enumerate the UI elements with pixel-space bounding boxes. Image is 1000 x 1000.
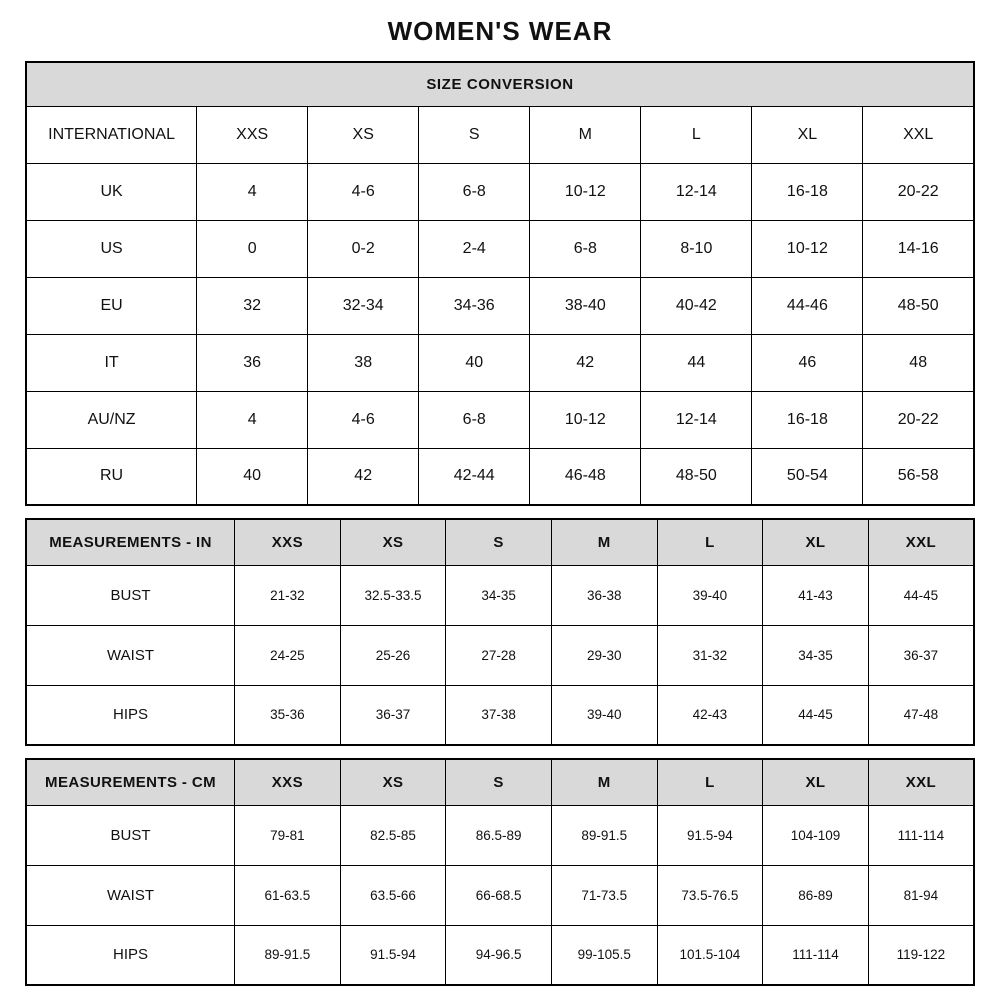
table-cell: 91.5-94 <box>657 805 763 865</box>
table-row <box>26 391 974 448</box>
row-label: HIPS <box>26 685 235 745</box>
row-label: BUST <box>26 805 235 865</box>
table-cell: 36-38 <box>551 565 657 625</box>
table-cell: 36-37 <box>868 625 974 685</box>
table-cell: 6-8 <box>530 220 641 277</box>
table-cell: 35-36 <box>235 685 341 745</box>
column-header: XL <box>763 759 869 805</box>
table-row <box>26 220 974 277</box>
table-cell: 4-6 <box>308 391 419 448</box>
table-cell: 38-40 <box>530 277 641 334</box>
table-cell: 91.5-94 <box>340 925 446 985</box>
table-cell: 25-26 <box>340 625 446 685</box>
table-cell: 46-48 <box>530 448 641 505</box>
table-cell: 48-50 <box>863 277 974 334</box>
table-row <box>26 625 974 685</box>
table-cell: 12-14 <box>641 163 752 220</box>
table-cell: 44-45 <box>868 565 974 625</box>
column-header: XXL <box>868 519 974 565</box>
table-row <box>26 685 974 745</box>
table-cell: 79-81 <box>235 805 341 865</box>
column-header: L <box>641 106 752 163</box>
column-header: XL <box>752 106 863 163</box>
table-row <box>26 519 974 565</box>
table-row <box>26 865 974 925</box>
table-cell: 39-40 <box>657 565 763 625</box>
table-cell: 39-40 <box>551 685 657 745</box>
table-cell: 4 <box>197 163 308 220</box>
table-cell: 50-54 <box>752 448 863 505</box>
table-cell: 40 <box>197 448 308 505</box>
table-cell: 46 <box>752 334 863 391</box>
table-cell: 10-12 <box>530 163 641 220</box>
row-label: BUST <box>26 565 235 625</box>
row-label: HIPS <box>26 925 235 985</box>
table-cell: 56-58 <box>863 448 974 505</box>
table-cell: 12-14 <box>641 391 752 448</box>
table-cell: 0 <box>197 220 308 277</box>
table-row <box>26 334 974 391</box>
table-cell: 111-114 <box>868 805 974 865</box>
table-cell: 89-91.5 <box>235 925 341 985</box>
table-cell: 37-38 <box>446 685 552 745</box>
table-row <box>26 106 974 163</box>
column-header: XS <box>308 106 419 163</box>
column-header: M <box>551 759 657 805</box>
table-row <box>26 448 974 505</box>
row-label: EU <box>26 277 197 334</box>
row-label: WAIST <box>26 865 235 925</box>
table-cell: 8-10 <box>641 220 752 277</box>
table-cell: 63.5-66 <box>340 865 446 925</box>
table-cell: 14-16 <box>863 220 974 277</box>
table-cell: 6-8 <box>419 391 530 448</box>
column-header: M <box>530 106 641 163</box>
table-cell: 36 <box>197 334 308 391</box>
table-row <box>26 163 974 220</box>
table-cell: 86-89 <box>763 865 869 925</box>
table-cell: 20-22 <box>863 163 974 220</box>
table-cell: 32 <box>197 277 308 334</box>
table-cell: 0-2 <box>308 220 419 277</box>
table-cell: 104-109 <box>763 805 869 865</box>
table-cell: 16-18 <box>752 163 863 220</box>
row-label: US <box>26 220 197 277</box>
column-header: XXS <box>235 759 341 805</box>
table-cell: 16-18 <box>752 391 863 448</box>
table-cell: 42 <box>530 334 641 391</box>
row-label: RU <box>26 448 197 505</box>
table-cell: 42 <box>308 448 419 505</box>
column-header: XXS <box>197 106 308 163</box>
table-cell: 41-43 <box>763 565 869 625</box>
column-header: S <box>446 759 552 805</box>
column-header: L <box>657 759 763 805</box>
column-header: S <box>446 519 552 565</box>
page-title: WOMEN'S WEAR <box>387 16 613 46</box>
measurements-in-table <box>25 518 975 746</box>
row-label: AU/NZ <box>26 391 197 448</box>
table-cell: 42-44 <box>419 448 530 505</box>
column-header: XS <box>340 519 446 565</box>
row-label: IT <box>26 334 197 391</box>
column-header: INTERNATIONAL <box>26 106 197 163</box>
table-row <box>26 805 974 865</box>
table-cell: 101.5-104 <box>657 925 763 985</box>
table-cell: 48-50 <box>641 448 752 505</box>
table-cell: 119-122 <box>868 925 974 985</box>
row-label: WAIST <box>26 625 235 685</box>
column-header: XXL <box>868 759 974 805</box>
table-row <box>26 277 974 334</box>
size-conversion-table <box>25 61 975 506</box>
table-cell: 38 <box>308 334 419 391</box>
table-cell: 66-68.5 <box>446 865 552 925</box>
column-header: XS <box>340 759 446 805</box>
table-cell: 10-12 <box>752 220 863 277</box>
table-title: MEASUREMENTS - CM <box>26 759 235 805</box>
table-row <box>26 62 974 106</box>
table-cell: 6-8 <box>419 163 530 220</box>
table-cell: 94-96.5 <box>446 925 552 985</box>
row-label: UK <box>26 163 197 220</box>
table-row <box>26 925 974 985</box>
table-cell: 4-6 <box>308 163 419 220</box>
measurements-cm-table <box>25 758 975 986</box>
table-cell: 111-114 <box>763 925 869 985</box>
table-cell: 29-30 <box>551 625 657 685</box>
table-cell: 34-35 <box>763 625 869 685</box>
table-cell: 47-48 <box>868 685 974 745</box>
table-cell: 42-43 <box>657 685 763 745</box>
column-header: XXL <box>863 106 974 163</box>
table-cell: 99-105.5 <box>551 925 657 985</box>
table-cell: 86.5-89 <box>446 805 552 865</box>
table-title: SIZE CONVERSION <box>26 62 974 106</box>
table-row <box>26 759 974 805</box>
column-header: XL <box>763 519 869 565</box>
table-cell: 71-73.5 <box>551 865 657 925</box>
table-cell: 2-4 <box>419 220 530 277</box>
table-cell: 36-37 <box>340 685 446 745</box>
column-header: M <box>551 519 657 565</box>
table-cell: 73.5-76.5 <box>657 865 763 925</box>
table-cell: 31-32 <box>657 625 763 685</box>
table-cell: 44-45 <box>763 685 869 745</box>
table-cell: 4 <box>197 391 308 448</box>
table-cell: 32-34 <box>308 277 419 334</box>
column-header: XXS <box>235 519 341 565</box>
table-cell: 27-28 <box>446 625 552 685</box>
table-cell: 24-25 <box>235 625 341 685</box>
table-cell: 21-32 <box>235 565 341 625</box>
column-header: S <box>419 106 530 163</box>
table-cell: 48 <box>863 334 974 391</box>
table-cell: 40 <box>419 334 530 391</box>
table-cell: 34-35 <box>446 565 552 625</box>
table-cell: 32.5-33.5 <box>340 565 446 625</box>
table-cell: 81-94 <box>868 865 974 925</box>
column-header: L <box>657 519 763 565</box>
table-cell: 20-22 <box>863 391 974 448</box>
table-cell: 10-12 <box>530 391 641 448</box>
table-cell: 40-42 <box>641 277 752 334</box>
table-cell: 34-36 <box>419 277 530 334</box>
table-cell: 44-46 <box>752 277 863 334</box>
table-cell: 61-63.5 <box>235 865 341 925</box>
table-row <box>26 565 974 625</box>
table-cell: 89-91.5 <box>551 805 657 865</box>
table-title: MEASUREMENTS - IN <box>26 519 235 565</box>
table-cell: 44 <box>641 334 752 391</box>
table-cell: 82.5-85 <box>340 805 446 865</box>
